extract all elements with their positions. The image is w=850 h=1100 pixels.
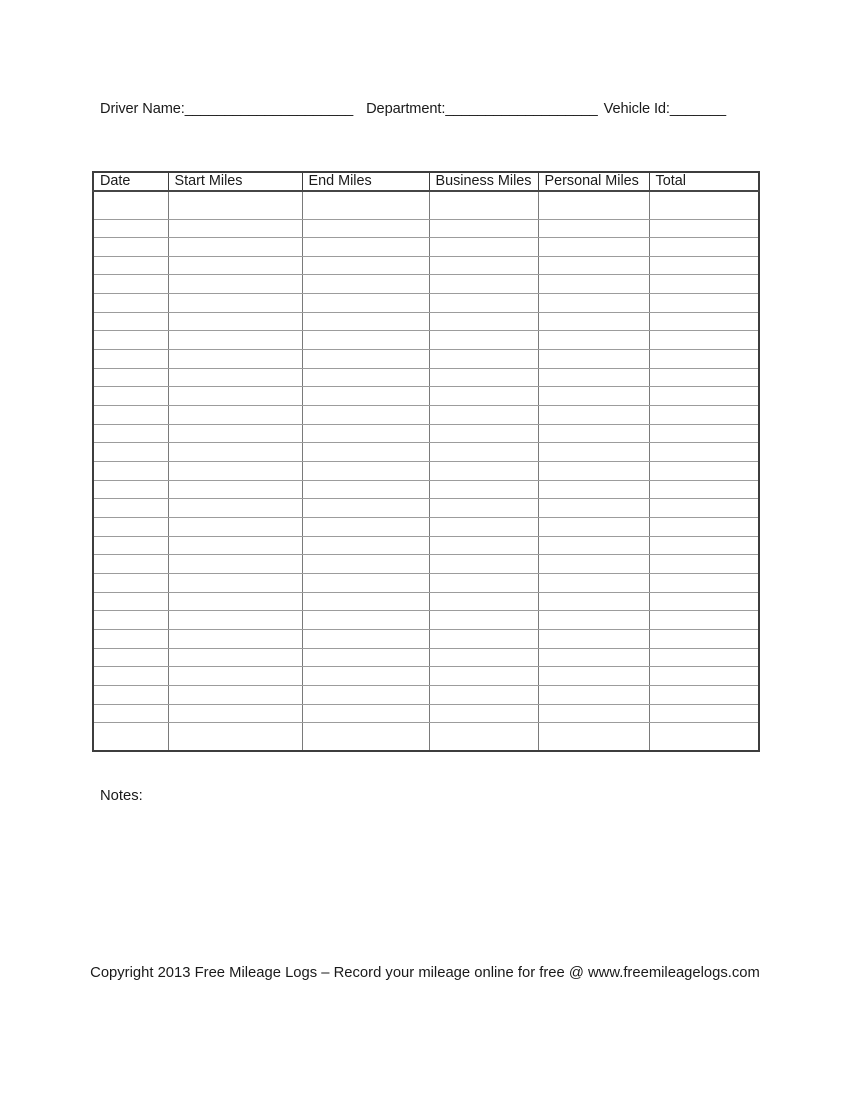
table-cell-empty	[538, 331, 649, 350]
table-cell-empty	[93, 238, 168, 257]
column-header-start-miles: Start Miles	[168, 172, 302, 191]
table-cell-empty	[302, 406, 429, 425]
driver-name-blank: _____________________	[184, 101, 354, 117]
table-cell-empty	[93, 536, 168, 555]
table-cell-empty	[93, 424, 168, 443]
table-cell-empty	[538, 592, 649, 611]
driver-name-field	[100, 101, 353, 117]
table-row	[93, 350, 759, 369]
table-cell-empty	[302, 275, 429, 294]
table-cell-empty	[302, 648, 429, 667]
table-cell-empty	[302, 462, 429, 481]
table-cell-empty	[168, 368, 302, 387]
table-cell-empty	[168, 518, 302, 537]
table-cell-empty	[429, 294, 538, 313]
table-row	[93, 704, 759, 723]
table-cell-empty	[168, 275, 302, 294]
table-cell-empty	[93, 368, 168, 387]
table-cell-empty	[93, 191, 168, 219]
table-cell-empty	[429, 219, 538, 238]
table-cell-empty	[429, 685, 538, 704]
department-blank: ___________________	[445, 101, 598, 117]
table-cell-empty	[538, 424, 649, 443]
table-cell-empty	[302, 573, 429, 592]
table-cell-empty	[649, 518, 759, 537]
table-cell-empty	[93, 443, 168, 462]
table-cell-empty	[538, 387, 649, 406]
table-cell-empty	[429, 629, 538, 648]
table-cell-empty	[302, 723, 429, 751]
table-row	[93, 219, 759, 238]
table-cell-empty	[168, 462, 302, 481]
table-cell-empty	[538, 368, 649, 387]
vehicle-id-field	[604, 101, 726, 117]
table-cell-empty	[168, 387, 302, 406]
table-cell-empty	[429, 424, 538, 443]
table-cell-empty	[649, 648, 759, 667]
table-cell-empty	[538, 219, 649, 238]
table-cell-empty	[429, 238, 538, 257]
table-row	[93, 312, 759, 331]
table-cell-empty	[429, 518, 538, 537]
table-cell-empty	[429, 555, 538, 574]
table-cell-empty	[93, 387, 168, 406]
table-cell-empty	[538, 555, 649, 574]
table-cell-empty	[93, 312, 168, 331]
table-cell-empty	[538, 462, 649, 481]
table-cell-empty	[429, 312, 538, 331]
table-cell-empty	[538, 294, 649, 313]
table-cell-empty	[93, 592, 168, 611]
table-cell-empty	[93, 499, 168, 518]
table-row	[93, 723, 759, 751]
table-cell-empty	[168, 648, 302, 667]
table-cell-empty	[538, 629, 649, 648]
table-cell-empty	[302, 536, 429, 555]
table-cell-empty	[93, 518, 168, 537]
table-cell-empty	[302, 611, 429, 630]
table-cell-empty	[168, 443, 302, 462]
table-body	[93, 191, 759, 751]
table-cell-empty	[538, 191, 649, 219]
department-label: Department:	[366, 101, 446, 117]
table-cell-empty	[302, 704, 429, 723]
table-row	[93, 518, 759, 537]
table-cell-empty	[649, 704, 759, 723]
table-cell-empty	[302, 518, 429, 537]
table-cell-empty	[168, 723, 302, 751]
table-cell-empty	[302, 424, 429, 443]
table-cell-empty	[538, 238, 649, 257]
table-cell-empty	[93, 611, 168, 630]
table-row	[93, 424, 759, 443]
table-row	[93, 462, 759, 481]
table-cell-empty	[168, 331, 302, 350]
table-row	[93, 611, 759, 630]
table-cell-empty	[93, 350, 168, 369]
table-cell-empty	[168, 592, 302, 611]
table-cell-empty	[649, 406, 759, 425]
table-cell-empty	[649, 573, 759, 592]
table-cell-empty	[168, 480, 302, 499]
table-cell-empty	[302, 331, 429, 350]
table-cell-empty	[538, 443, 649, 462]
table-cell-empty	[538, 667, 649, 686]
table-cell-empty	[649, 256, 759, 275]
table-cell-empty	[649, 191, 759, 219]
table-row	[93, 592, 759, 611]
table-cell-empty	[429, 667, 538, 686]
table-cell-empty	[649, 667, 759, 686]
table-cell-empty	[649, 275, 759, 294]
table-cell-empty	[649, 536, 759, 555]
table-cell-empty	[429, 480, 538, 499]
table-row	[93, 648, 759, 667]
table-cell-empty	[168, 191, 302, 219]
table-row	[93, 499, 759, 518]
table-cell-empty	[302, 592, 429, 611]
table-cell-empty	[538, 312, 649, 331]
table-cell-empty	[649, 443, 759, 462]
table-cell-empty	[538, 611, 649, 630]
table-cell-empty	[302, 499, 429, 518]
table-row	[93, 480, 759, 499]
table-cell-empty	[302, 480, 429, 499]
table-cell-empty	[168, 499, 302, 518]
table-cell-empty	[649, 219, 759, 238]
table-cell-empty	[429, 191, 538, 219]
table-cell-empty	[649, 238, 759, 257]
mileage-log-table	[92, 171, 760, 752]
table-cell-empty	[429, 592, 538, 611]
table-cell-empty	[168, 704, 302, 723]
table-cell-empty	[429, 331, 538, 350]
table-row	[93, 667, 759, 686]
table-cell-empty	[649, 387, 759, 406]
table-cell-empty	[302, 256, 429, 275]
table-cell-empty	[93, 685, 168, 704]
table-cell-empty	[302, 294, 429, 313]
table-cell-empty	[93, 406, 168, 425]
driver-name-label: Driver Name:	[100, 101, 185, 117]
table-row	[93, 443, 759, 462]
notes-label: Notes:	[100, 788, 143, 804]
table-cell-empty	[538, 536, 649, 555]
table-cell-empty	[429, 499, 538, 518]
column-header-total: Total	[649, 172, 759, 191]
table-cell-empty	[429, 704, 538, 723]
table-cell-empty	[93, 275, 168, 294]
table-cell-empty	[168, 629, 302, 648]
table-cell-empty	[538, 648, 649, 667]
table-cell-empty	[93, 294, 168, 313]
table-cell-empty	[168, 406, 302, 425]
table-cell-empty	[649, 685, 759, 704]
table-cell-empty	[302, 685, 429, 704]
table-cell-empty	[429, 406, 538, 425]
table-cell-empty	[302, 387, 429, 406]
table-cell-empty	[429, 256, 538, 275]
table-cell-empty	[168, 256, 302, 275]
table-cell-empty	[538, 518, 649, 537]
table-cell-empty	[168, 424, 302, 443]
table-cell-empty	[538, 406, 649, 425]
table-cell-empty	[429, 275, 538, 294]
table-cell-empty	[649, 611, 759, 630]
table-cell-empty	[649, 424, 759, 443]
table-cell-empty	[302, 368, 429, 387]
table-cell-empty	[649, 723, 759, 751]
table-cell-empty	[168, 555, 302, 574]
table-row	[93, 406, 759, 425]
table-cell-empty	[429, 350, 538, 369]
table-header-row	[93, 172, 759, 191]
table-cell-empty	[538, 704, 649, 723]
table-row	[93, 191, 759, 219]
driver-info-line	[100, 101, 726, 117]
table-cell-empty	[93, 704, 168, 723]
table-cell-empty	[93, 723, 168, 751]
table-cell-empty	[93, 480, 168, 499]
table-cell-empty	[429, 368, 538, 387]
table-cell-empty	[302, 219, 429, 238]
table-row	[93, 387, 759, 406]
table-cell-empty	[302, 350, 429, 369]
table-cell-empty	[429, 723, 538, 751]
table-row	[93, 685, 759, 704]
table-cell-empty	[429, 648, 538, 667]
table-cell-empty	[93, 667, 168, 686]
table-cell-empty	[649, 368, 759, 387]
table-row	[93, 275, 759, 294]
vehicle-id-label: Vehicle Id:	[603, 101, 670, 117]
table-row	[93, 256, 759, 275]
table-cell-empty	[168, 685, 302, 704]
table-row	[93, 536, 759, 555]
table-header	[93, 172, 759, 191]
table-row	[93, 331, 759, 350]
table-cell-empty	[649, 592, 759, 611]
table-cell-empty	[302, 312, 429, 331]
table-row	[93, 368, 759, 387]
table-row	[93, 294, 759, 313]
table-cell-empty	[93, 331, 168, 350]
table-cell-empty	[93, 629, 168, 648]
table-cell-empty	[429, 443, 538, 462]
table-cell-empty	[538, 275, 649, 294]
table-cell-empty	[429, 387, 538, 406]
department-field	[366, 101, 598, 117]
table-cell-empty	[93, 219, 168, 238]
copyright-footer: Copyright 2013 Free Mileage Logs – Record your mileage online for free @ www.freemileagelogs.com	[90, 965, 760, 981]
table-cell-empty	[649, 331, 759, 350]
table-cell-empty	[649, 312, 759, 331]
table-cell-empty	[302, 667, 429, 686]
table-cell-empty	[538, 685, 649, 704]
table-row	[93, 555, 759, 574]
table-cell-empty	[538, 499, 649, 518]
table-cell-empty	[93, 462, 168, 481]
table-cell-empty	[538, 480, 649, 499]
table-cell-empty	[302, 238, 429, 257]
table-cell-empty	[649, 294, 759, 313]
table-cell-empty	[429, 611, 538, 630]
table-row	[93, 238, 759, 257]
table-cell-empty	[168, 536, 302, 555]
column-header-date: Date	[93, 172, 168, 191]
table-cell-empty	[429, 536, 538, 555]
table-cell-empty	[649, 350, 759, 369]
table-cell-empty	[538, 350, 649, 369]
table-cell-empty	[538, 723, 649, 751]
table-cell-empty	[649, 629, 759, 648]
table-cell-empty	[649, 555, 759, 574]
table-cell-empty	[302, 191, 429, 219]
table-cell-empty	[302, 629, 429, 648]
table-cell-empty	[168, 219, 302, 238]
table-cell-empty	[168, 312, 302, 331]
table-row	[93, 573, 759, 592]
table-cell-empty	[429, 573, 538, 592]
table-cell-empty	[302, 443, 429, 462]
table-cell-empty	[93, 555, 168, 574]
table-cell-empty	[93, 256, 168, 275]
table-cell-empty	[93, 648, 168, 667]
column-header-business-miles: Business Miles	[429, 172, 538, 191]
table-cell-empty	[649, 462, 759, 481]
table-cell-empty	[168, 667, 302, 686]
table-row	[93, 629, 759, 648]
table-cell-empty	[168, 294, 302, 313]
table-cell-empty	[168, 573, 302, 592]
table-cell-empty	[302, 555, 429, 574]
table-cell-empty	[538, 573, 649, 592]
table-cell-empty	[168, 238, 302, 257]
vehicle-id-blank: _______	[669, 101, 726, 117]
table-cell-empty	[649, 480, 759, 499]
table-cell-empty	[538, 256, 649, 275]
table-cell-empty	[168, 611, 302, 630]
table-cell-empty	[168, 350, 302, 369]
column-header-end-miles: End Miles	[302, 172, 429, 191]
table-cell-empty	[429, 462, 538, 481]
table-cell-empty	[93, 573, 168, 592]
column-header-personal-miles: Personal Miles	[538, 172, 649, 191]
table-cell-empty	[649, 499, 759, 518]
